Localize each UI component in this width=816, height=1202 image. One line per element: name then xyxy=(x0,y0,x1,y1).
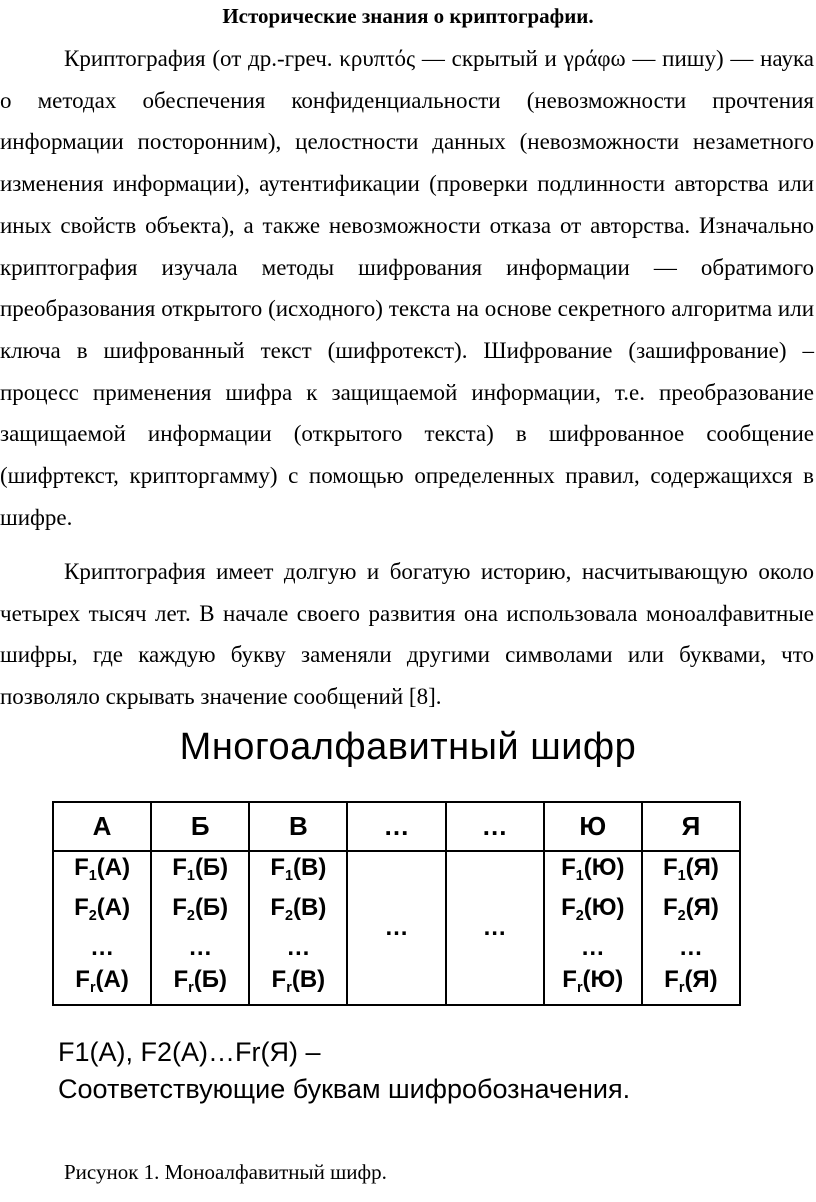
header-cell: … xyxy=(446,802,544,851)
cipher-symbol: $F_r(В)$ xyxy=(271,966,326,997)
paragraph-history: Криптография имеет долгую и богатую историю, насчитывающую около четырех тысяч лет. В начале своего развития она использовала моноалфавитные шифры, где каждую букву заменяли другими символами или буквами, что позволяло скрывать значение сообщений [8]. xyxy=(0,559,814,710)
cipher-symbol: $F_1(Я)$ xyxy=(662,854,719,885)
cipher-cell xyxy=(544,851,642,1005)
cipher-cell xyxy=(642,851,740,1005)
cipher-symbol: $F_2(А)$ xyxy=(74,894,131,925)
cipher-symbol: $F_2(Б)$ xyxy=(172,894,229,925)
cipher-symbol-ellipsis: … xyxy=(286,934,311,962)
cipher-cell xyxy=(53,851,151,1005)
header-cell: Ю xyxy=(544,802,642,851)
ellipsis-cell: … xyxy=(446,851,544,1005)
cipher-table-body-row xyxy=(53,851,740,1005)
figure-caption: Рисунок 1. Моноалфавитный шифр. xyxy=(64,1160,387,1184)
cipher-symbol: $F_r(Б)$ xyxy=(173,966,227,997)
header-cell: … xyxy=(347,802,445,851)
cipher-symbol: $F_r(Ю)$ xyxy=(562,966,624,997)
cipher-symbol: $F_1(Ю)$ xyxy=(561,854,625,885)
legend-description: Соответствующие буквам шифробозначения. xyxy=(58,1074,631,1104)
figure-title: Многоалфавитный шифр xyxy=(179,726,637,768)
cipher-symbol-ellipsis: … xyxy=(188,934,213,962)
cipher-cell xyxy=(249,851,347,1005)
header-cell: А xyxy=(53,802,151,851)
header-cell: В xyxy=(249,802,347,851)
ellipsis-cell: … xyxy=(347,851,445,1005)
paragraph-definition: Криптография (от др.-греч. κρυπτός — скрытый и γράφω — пишу) — наука о методах обеспечения конфиденциальности (невозможности прочтения информации посторонним), целостности данных (невозможности незаметного изменения информации), аутентификации (проверки подлинности авторства или иных свойств объекта), а также невозможности отказа от авторства. Изначально криптография изучала методы шифрования информации — обратимого преобразования открытого (исходного) текста на основе секретного алгоритма или ключа в шифрованный текст (шифротекст). Шифрование (зашифрование) – процесс применения шифра к защищаемой информации, т.е. преобразование защищаемой информации (открытого текста) в шифрованное сообщение (шифртекст, крипторгамму) с помощью определенных правил, содержащихся в шифре. xyxy=(0,46,814,530)
cipher-symbol: $F_1(В)$ xyxy=(270,854,327,885)
cipher-symbol: $F_1(Б)$ xyxy=(172,854,229,885)
cipher-symbol: $F_2(Ю)$ xyxy=(561,894,625,925)
cipher-symbol-ellipsis: … xyxy=(580,934,605,962)
legend-formula: F1(A), F2(A)…Fr(Я) – xyxy=(58,1037,321,1067)
cipher-symbol: $F_r(Я)$ xyxy=(664,966,718,997)
cipher-symbol: $F_1(А)$ xyxy=(74,854,131,885)
header-cell: Я xyxy=(642,802,740,851)
cipher-symbol: $F_r(А)$ xyxy=(75,966,129,997)
cipher-symbol-ellipsis: … xyxy=(678,934,703,962)
document-title: Исторические знания о криптографии. xyxy=(222,4,594,28)
figure-legend xyxy=(58,1034,798,1108)
cipher-table-header-row xyxy=(53,802,740,851)
header-cell: Б xyxy=(151,802,249,851)
cipher-cell xyxy=(151,851,249,1005)
cipher-symbol-ellipsis: … xyxy=(90,934,115,962)
cipher-symbol: $F_2(Я)$ xyxy=(662,894,719,925)
cipher-table xyxy=(52,801,741,1006)
cipher-symbol: $F_2(В)$ xyxy=(270,894,327,925)
